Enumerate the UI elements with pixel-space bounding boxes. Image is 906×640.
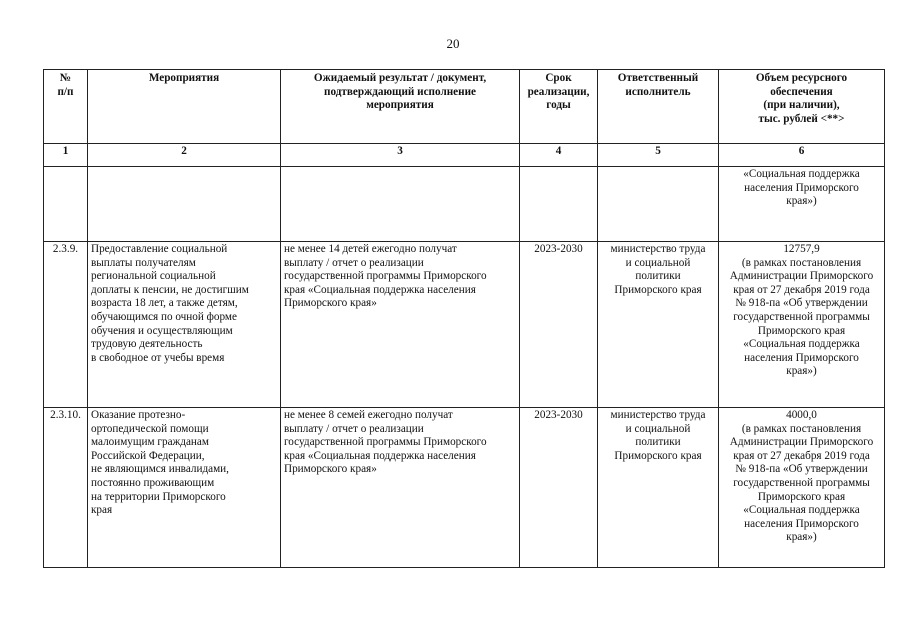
table-cell: [281, 167, 520, 242]
table-cell: [88, 167, 281, 242]
column-numbers-row: [44, 144, 885, 167]
page-number: 20: [446, 36, 460, 51]
table-row: [44, 408, 885, 568]
activity-cell: Предоставление социальной выплаты получателям региональной социальной доплаты к пенсии, не достигшим возраста 18 лет, а также детям, обучающимся по очной форме обучения и осуществляющим трудовую деятельность в свободное от учебы время: [88, 242, 281, 408]
period-cell: 2023-2030: [520, 408, 598, 568]
column-number: 5: [598, 144, 719, 167]
table-header-row: [44, 70, 885, 144]
header-expected-result: Ожидаемый результат / документ, подтверждающий исполнение мероприятия: [281, 70, 520, 144]
column-number: 2: [88, 144, 281, 167]
funding-cell: 4000,0 (в рамках постановления Администрации Приморского края от 27 декабря 2019 года № 918-па «Об утверждении государственной программы Приморского края «Социальная поддержка населения Приморского края»): [719, 408, 885, 568]
funding-cell: 12757,9 (в рамках постановления Администрации Приморского края от 27 декабря 2019 года № 918-па «Об утверждении государственной программы Приморского края «Социальная поддержка населения Приморского края»): [719, 242, 885, 408]
column-number: 4: [520, 144, 598, 167]
activity-cell: Оказание протезно- ортопедической помощи малоимущим гражданам Российской Федерации, не являющимся инвалидами, постоянно проживающим на территории Приморского края: [88, 408, 281, 568]
header-funding: Объем ресурсного обеспечения (при наличии), тыс. рублей <**>: [719, 70, 885, 144]
result-cell: не менее 8 семей ежегодно получат выплату / отчет о реализации государственной программы Приморского края «Социальная поддержка населения Приморского края»: [281, 408, 520, 568]
executor-cell: министерство труда и социальной политики Приморского края: [598, 242, 719, 408]
column-number: 6: [719, 144, 885, 167]
table-cell: [44, 167, 88, 242]
row-number: 2.3.9.: [44, 242, 88, 408]
column-number: 1: [44, 144, 88, 167]
header-executor: Ответственный исполнитель: [598, 70, 719, 144]
table-row: [44, 242, 885, 408]
executor-cell: министерство труда и социальной политики Приморского края: [598, 408, 719, 568]
funding-cell: «Социальная поддержка населения Приморского края»): [719, 167, 885, 242]
header-period: Срок реализации, годы: [520, 70, 598, 144]
result-cell: не менее 14 детей ежегодно получат выплату / отчет о реализации государственной программы Приморского края «Социальная поддержка населения Приморского края»: [281, 242, 520, 408]
activities-table: [43, 69, 885, 568]
period-cell: 2023-2030: [520, 242, 598, 408]
header-number: № п/п: [44, 70, 88, 144]
table-cell: [520, 167, 598, 242]
table-cell: [598, 167, 719, 242]
continuation-row: [44, 167, 885, 242]
row-number: 2.3.10.: [44, 408, 88, 568]
column-number: 3: [281, 144, 520, 167]
header-activities: Мероприятия: [88, 70, 281, 144]
